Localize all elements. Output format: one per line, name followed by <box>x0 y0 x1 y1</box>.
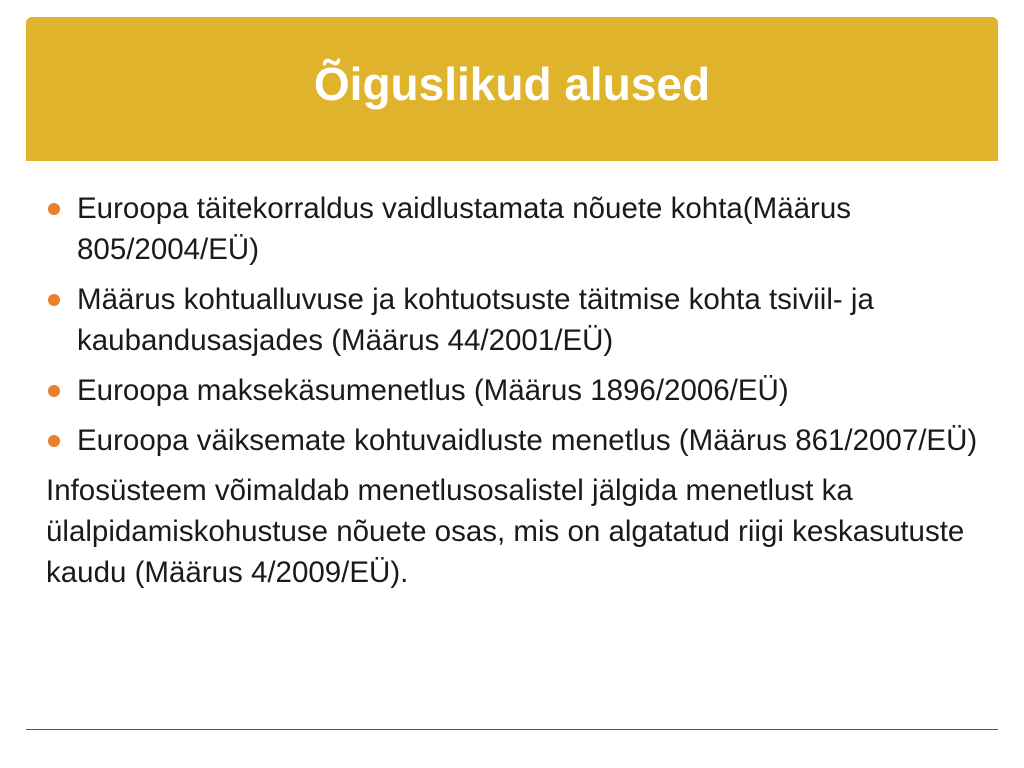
bullet-dot-icon <box>48 294 60 306</box>
title-bar <box>26 17 998 161</box>
bullet-dot-icon <box>48 435 60 447</box>
bullet-text: Euroopa maksekäsumenetlus (Määrus 1896/2006/EÜ) <box>77 374 789 407</box>
bullet-item <box>46 279 986 361</box>
slide-content <box>46 188 986 593</box>
bullet-item <box>46 370 986 411</box>
bullet-dot-icon <box>48 203 60 215</box>
bullet-text: Euroopa täitekorraldus vaidlustamata nõuete kohta(Määrus 805/2004/EÜ) <box>77 192 852 266</box>
bullet-item <box>46 420 986 461</box>
bottom-divider <box>26 729 998 730</box>
bullet-text: Euroopa väiksemate kohtuvaidluste menetlus (Määrus 861/2007/EÜ) <box>77 424 978 457</box>
slide-title: Õiguslikud alused <box>313 58 711 110</box>
bullet-dot-icon <box>48 385 60 397</box>
bullet-item <box>46 188 986 270</box>
body-paragraph: Infosüsteem võimaldab menetlusosalistel jälgida menetlust ka ülalpidamiskohustuse nõuete osas, mis on algatatud riigi keskasutuste kaudu (Määrus 4/2009/EÜ). <box>46 474 965 589</box>
bullet-list <box>46 188 986 461</box>
bullet-text: Määrus kohtualluvuse ja kohtuotsuste täitmise kohta tsiviil- ja kaubandusasjades (Määrus 44/2001/EÜ) <box>77 283 874 357</box>
